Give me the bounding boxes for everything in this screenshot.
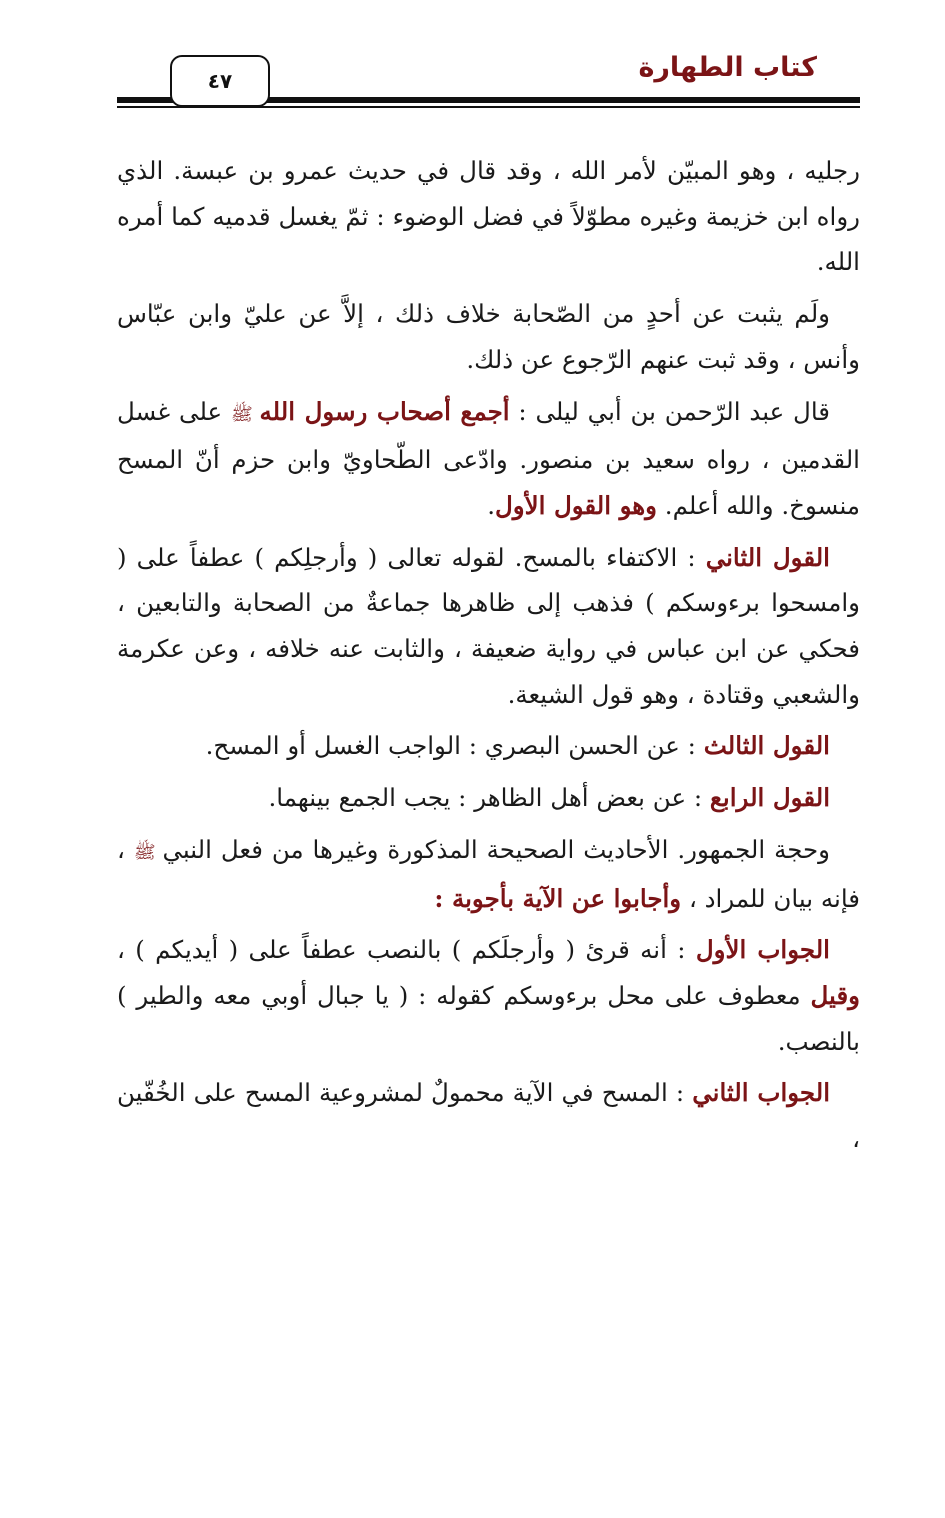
paragraph: [117, 723, 860, 769]
highlighted-text: وقيل: [810, 980, 860, 1010]
highlighted-text: القول الثاني: [705, 542, 830, 572]
paragraph: [117, 291, 860, 382]
paragraph: [117, 1070, 860, 1161]
paragraph: [117, 148, 860, 285]
highlighted-text: القول الثالث: [703, 731, 830, 761]
highlighted-text: وهو القول الأول: [495, 490, 658, 520]
highlighted-text: القول الرابع: [709, 783, 830, 813]
paragraph-text: : الاكتفاء بالمسح. لقوله تعالى ( وأرجلِكم ) عطفاً على ( وامسحوا برءوسكم ) فذهب إلى ظاهرها جماعةٌ من الصحابة والتابعين ، فحكي عن ابن عباس في رواية ضعيفة ، والثابت عنه خلافه ، وعن عكرمة والشعبي وقتادة ، وهو قول الشيعة.: [117, 542, 860, 709]
page-header: [0, 0, 945, 120]
paragraph: [117, 535, 860, 718]
paragraph-text: .: [487, 490, 495, 520]
paragraph-text: ، فإنه بيان للمراد ،: [117, 834, 860, 913]
honorific-symbol: ﷺ: [133, 841, 163, 863]
paragraph: [117, 927, 860, 1064]
page-number-box: [170, 55, 270, 107]
paragraph-text: : المسح في الآية محمولٌ لمشروعية المسح على الخُفّين ،: [117, 1078, 860, 1154]
paragraph-text: : عن بعض أهل الظاهر : يجب الجمع بينهما.: [268, 783, 710, 813]
paragraph: [117, 775, 860, 821]
highlighted-text: أجمع أصحاب رسول الله: [259, 396, 510, 426]
highlighted-text: الجواب الأول: [695, 935, 830, 965]
paragraph-text: رجليه ، وهو المبيّن لأمر الله ، وقد قال في حديث عمرو بن عبسة. الذي رواه ابن خزيمة وغيره مطوّلاً في فضل الوضوء : ثمّ يغسل قدميه كما أمره الله.: [117, 156, 860, 277]
book-title: كتاب الطهارة: [638, 52, 817, 83]
paragraph-text: قال عبد الرّحمن بن أبي ليلى :: [509, 396, 831, 426]
paragraph: [117, 827, 860, 921]
paragraph-text: وحجة الجمهور. الأحاديث الصحيحة المذكورة وغيرها من فعل النبي: [162, 834, 831, 864]
page-number: ٤٧: [207, 69, 233, 93]
paragraph-text: على غسل القدمين ، رواه سعيد بن منصور. وادّعى الطّحاويّ وابن حزم أنّ المسح منسوخ. والله أعلم.: [117, 396, 860, 520]
paragraph-text: ولَم يثبت عن أحدٍ من الصّحابة خلاف ذلك ، إلاَّ عن عليّ وابن عبّاس وأنس ، وقد ثبت عنهم الرّجوع عن ذلك.: [117, 299, 860, 374]
page-body: [117, 148, 860, 1168]
highlighted-text: الجواب الثاني: [692, 1078, 831, 1108]
honorific-symbol: ﷺ: [231, 403, 260, 425]
paragraph: [117, 389, 860, 529]
paragraph-text: معطوف على محل برءوسكم كقوله : ( يا جبال أوبي معه والطير ) بالنصب.: [117, 980, 860, 1056]
paragraph-text: : أنه قرئ ( وأرجلَكم ) بالنصب عطفاً على ( أيديكم ) ،: [117, 935, 696, 965]
paragraph-text: : عن الحسن البصري : الواجب الغسل أو المسح.: [205, 731, 704, 761]
highlighted-text: وأجابوا عن الآية بأجوبة :: [434, 883, 682, 913]
